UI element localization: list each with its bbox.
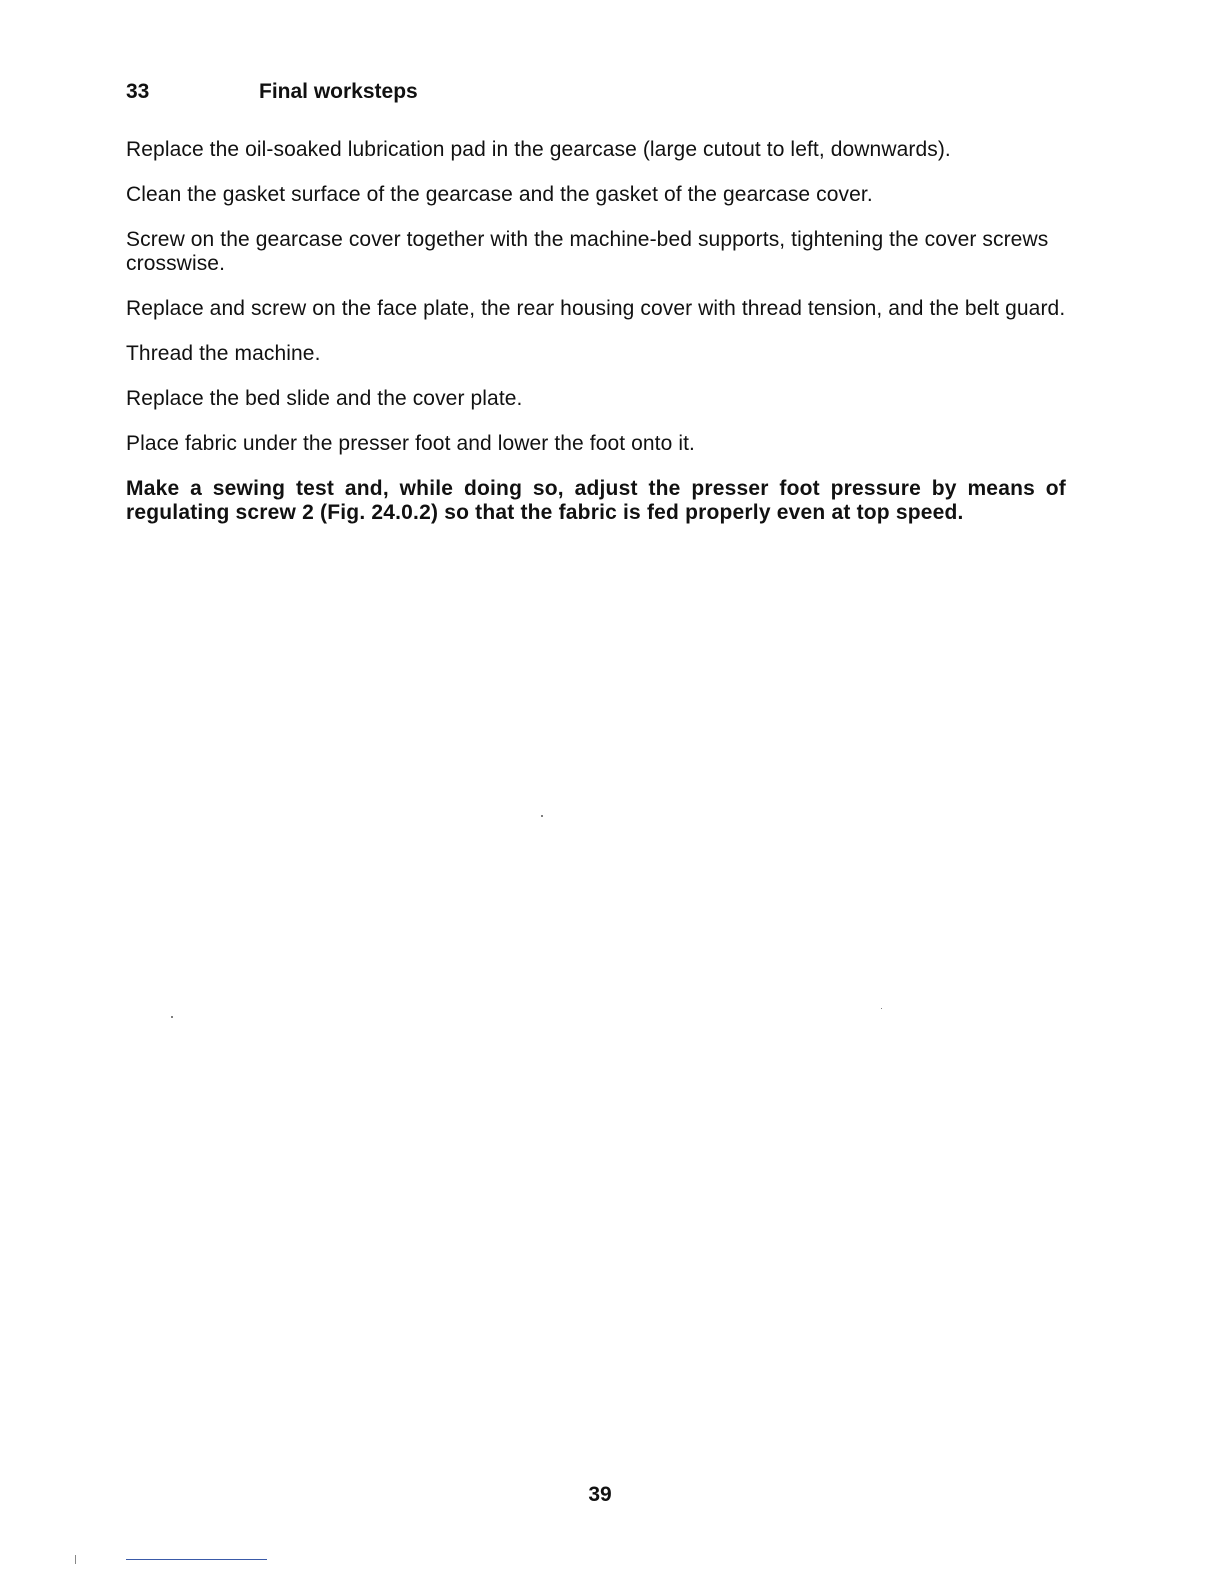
paragraph-place-fabric: Place fabric under the presser foot and lower the foot onto it. xyxy=(126,432,695,455)
paragraph-thread-machine: Thread the machine. xyxy=(126,342,321,365)
scan-speck xyxy=(541,815,543,817)
section-heading xyxy=(126,78,1086,106)
section-title: Final worksteps xyxy=(259,80,418,103)
footnote-rule xyxy=(126,1559,267,1560)
paragraph-sewing-test: Make a sewing test and, while doing so, adjust the presser foot pressure by means of regulating screw 2 (Fig. 24.0.2) so that the fabric is fed properly even at top speed. xyxy=(126,477,1066,524)
body-text xyxy=(126,138,1066,546)
paragraph-replace-face-plate: Replace and screw on the face plate, the rear housing cover with thread tension, and the belt guard. xyxy=(126,297,1066,320)
scan-speck xyxy=(881,1008,882,1009)
page-number: 39 xyxy=(588,1483,612,1506)
paragraph-clean-gasket: Clean the gasket surface of the gearcase and the gasket of the gearcase cover. xyxy=(126,183,873,206)
paragraph-replace-bed-slide: Replace the bed slide and the cover plate. xyxy=(126,387,523,410)
paragraph-screw-gearcase-cover: Screw on the gearcase cover together with the machine-bed supports, tightening the cover screws crosswise. xyxy=(126,228,1049,275)
scan-speck xyxy=(171,1016,173,1018)
paragraph-replace-lubrication-pad: Replace the oil-soaked lubrication pad in the gearcase (large cutout to left, downwards). xyxy=(126,138,951,161)
margin-tick xyxy=(75,1555,76,1564)
section-number: 33 xyxy=(126,80,150,103)
